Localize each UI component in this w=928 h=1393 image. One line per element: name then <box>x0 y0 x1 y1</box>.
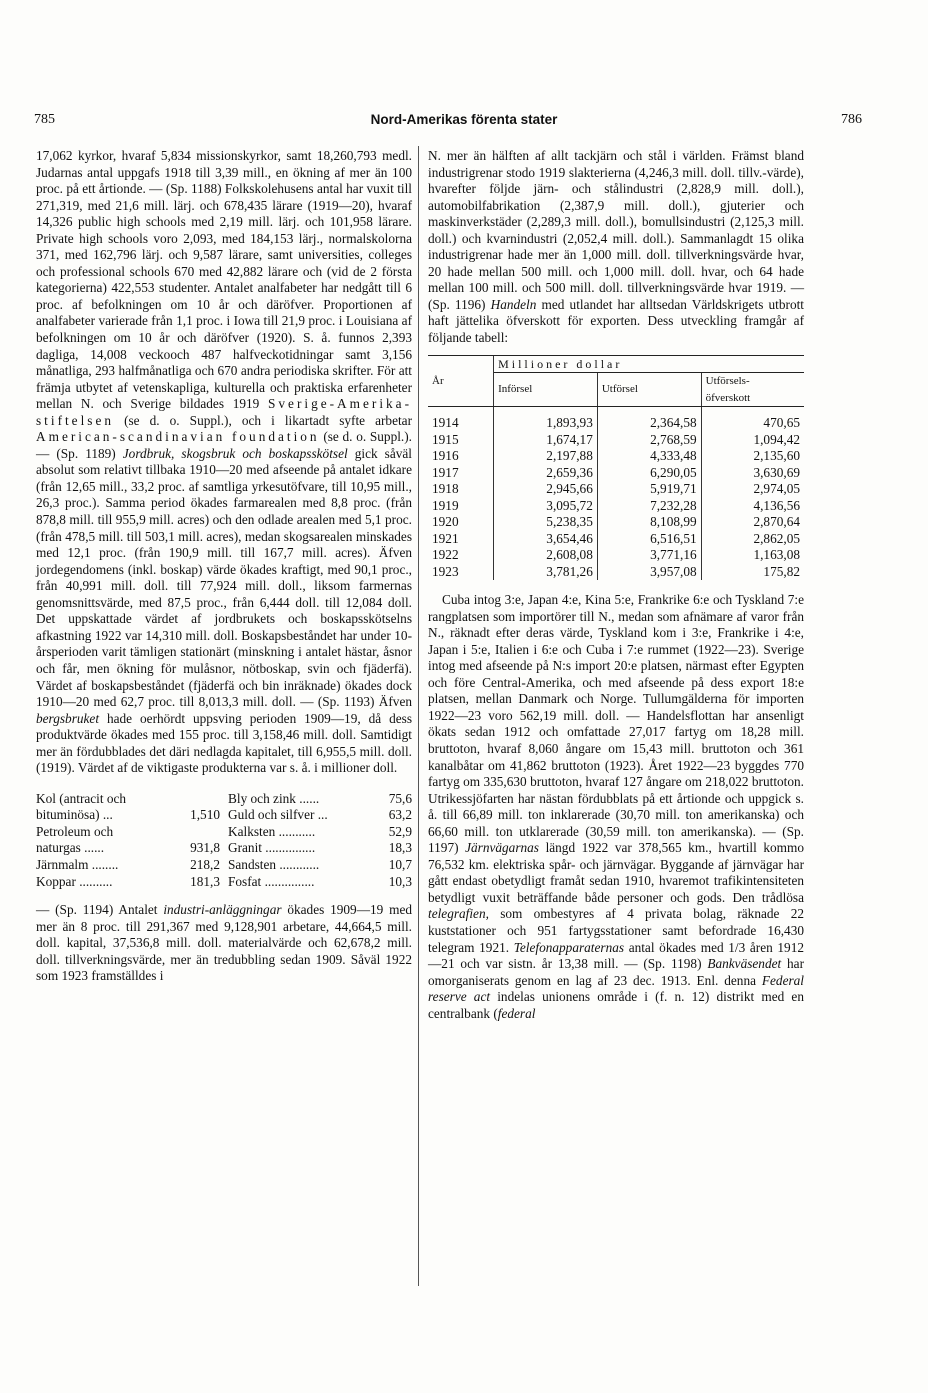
year-header: År <box>428 355 494 407</box>
product-value: 10,3 <box>388 873 412 889</box>
text-run: antal ökades med 1/3 åren 1912—21 och var sistn. år 13,38 mill. — (Sp. 1198) <box>428 939 804 972</box>
product-name: Sandsten ............ <box>228 856 320 872</box>
text-run: (se d. o. Suppl.). — (Sp. 1189) <box>36 429 412 461</box>
import-cell: 3,781,26 <box>494 564 598 581</box>
surplus-cell: 175,82 <box>701 564 804 581</box>
trade-table <box>428 355 804 581</box>
product-name: Järnmalm ........ <box>36 856 119 872</box>
products-column-left <box>36 791 220 890</box>
year-cell: 1921 <box>432 530 459 546</box>
product-row <box>228 857 412 874</box>
year-cell: 1919 <box>432 497 459 513</box>
text-run: Cuba intog 3:e, Japan 4:e, Kina 5:e, Frankrike 6:e och Tyskland 7:e rangplatsen som importörer till N., medan som afnämare af varor från N., räknadt efter deras värde, Tyskland kom i 3:e, Frankrike i 4:e, Japan i 5:e, Italien i 6:e och Cuba i 7:e rummet (1922—23). Sverige intog med afseende på N:s import 20:e platsen, närmast efter Egypten och före Central-Amerika, och med afseende på dess export 18:e platsen, mellan Danmark och Norge. Tullumgälderna för importen 1922—23 voro 562,19 mill. doll. — Handelsflottan har ansenligt ökats sedan 1912 och omfattade 27,017 fartyg om 18,28 mill. bruttoton, hvaraf 8,060 ångare om 15,43 mill. bruttoton och 361 kanalbåtar om 41,862 bruttoton (1923). Året 1922—23 byggdes 770 fartyg om 335,630 bruttoton, hvaraf 127 ångare om 218,022 bruttoton. Utrikessjöfarten har nästan fördubblats på ett årtionde och uppgick s. å. till 66,89 mill. ton inklarerade (30,70 mill. ton amerikanska) och 66,60 mill. ton utklarerade (30,59 mill. ton amerikanska). — (Sp. 1197) <box>428 592 804 856</box>
text-run: med utlandet har alltsedan Världskrigets utbrott haft jättelika öfverskott för exporten. Dess utveckling framgår af följande tabell: <box>428 296 804 346</box>
year-cell: 1920 <box>432 514 459 530</box>
product-name: Fosfat ............... <box>228 873 315 889</box>
text-run: ökades 1909—19 med mer än 8 proc. till 291,367 med 9,128,901 arbetare, 44,664,5 mill. doll. kapital, 37,536,8 mill. doll. materialvärde och 62,678,2 mill. doll. tillverkningsvärde, mer än tredubbling sedan 1909. Såväl 1922 som 1923 framställdes i <box>36 902 413 984</box>
product-value: 931,8 <box>190 840 220 856</box>
product-row <box>36 857 220 874</box>
product-value: 75,6 <box>388 790 412 806</box>
text-run: — (Sp. 1194) Antalet <box>36 902 158 918</box>
surplus-cell: 4,136,56 <box>701 498 804 515</box>
export-cell: 4,333,48 <box>597 448 701 465</box>
products-list <box>36 791 412 890</box>
product-value: 18,3 <box>388 840 412 856</box>
product-value: 52,9 <box>388 823 412 839</box>
product-name: Petroleum och <box>36 823 114 839</box>
product-row <box>228 824 412 841</box>
product-value: 218,2 <box>190 856 220 872</box>
product-value: 1,510 <box>190 807 220 823</box>
italic-term: Federal reserve act <box>428 972 804 1005</box>
product-name: Koppar .......... <box>36 873 113 889</box>
product-row <box>228 874 412 891</box>
export-cell: 6,290,05 <box>597 465 701 482</box>
right-column <box>428 148 804 1022</box>
product-row <box>36 824 220 841</box>
year-cell: 1915 <box>432 431 459 447</box>
import-cell: 3,095,72 <box>494 498 598 515</box>
text-run: (se d. o. Suppl.), och i likartadt syfte arbetar <box>124 412 413 428</box>
italic-term: industri-anläggningar <box>163 902 282 918</box>
running-title: Nord-Amerikas förenta stater <box>370 112 558 127</box>
import-header: Införsel <box>494 373 598 407</box>
text-run: som ombestyres af 4 privata bolag, räknade 22 kuststationer och 951 fartygsstationer samt befordrade 16,430 telegram 1921. <box>428 906 804 955</box>
import-cell: 2,945,66 <box>494 481 598 498</box>
page-number-left: 785 <box>34 112 55 127</box>
page-number-right: 786 <box>841 112 862 127</box>
spaced-term: American-scandinavian foundation <box>36 429 320 445</box>
text-run: 17,062 kyrkor, hvaraf 5,834 missionskyrkor, samt 18,260,793 medl. Judarnas antal uppgafs 1918 till 3,39 mill., en ökning af mer än 100 proc. på ett årtionde. — (Sp. 1188) Folkskolehusens antal har vuxit till 271,319, med 21,6 mill. lärj. och 678,435 lärare (1919—20), hvaraf 14,326 public high schools med 2,19 mill. lärj. och 101,958 lärare. Private high schools voro 2,093, med 184,153 lärj., normalskolorna 371, med 162,796 lärj. och 9,587 lärare, samt universities, colleges och professional schools 670 med 42,882 lärare och (vid de 2 första kategorierna) 422,553 studenter. Antalet analfabeter har nedgått till 6 proc. af befolkningen om 10 år och däröfver. Proportionen af analfabeter varierade från 1,1 proc. i Iowa till 21,9 proc. i Louisiana af befolkningen om 10 år och däröfver (1920). S. å. funnos 2,393 dagliga, 14,008 veckooch 487 halfveckotidningar samt 3,156 månatliga, 293 halfmånatliga och 670 andra periodiska skrifter. För att främja utbytet af vetenskapliga, kulturella och praktiska erfarenheter mellan N. och Sverige bildades 1919 <box>36 148 412 412</box>
import-cell: 1,893,93 <box>494 407 598 432</box>
product-name: bituminösa) ... <box>36 807 113 823</box>
paragraph <box>428 592 804 1022</box>
italic-term: federal <box>497 1005 536 1021</box>
italic-term: Bankväsendet <box>707 956 782 972</box>
product-value: 10,7 <box>388 856 412 872</box>
group-header: Millioner dollar <box>494 355 804 373</box>
text-run: indelas unionens område i (f. n. 12) distrikt med en centralbank ( <box>428 989 804 1021</box>
export-cell: 5,919,71 <box>597 481 701 498</box>
text-run: N. mer än hälften af allt tackjärn och stål i världen. Främst bland industrigrenar stodo 1919 slakterierna (4,246,3 mill. doll. tillv.-värde), hvarefter följde järn- och stålindustri (2,828,9 mill. doll.), automobilfabrikation (2,387,9 mill. doll.), gjuterier och maskinverkstäder (2,289,3 mill. doll.), bomullsindustri (2,125,3 mill. doll.) och kvarnindustri (2,052,4 mill. doll.). Sammanlagdt 15 olika industrigrenar hade mer än 1,000 mill. doll. tillverkningsvärde hvar, 20 hade mellan 500 mill. och 1,000 mill. doll. hvar, och 64 hade mellan 100 mill. och 500 mill. doll. tillverkningsvärde hvar 1919. — (Sp. 1196) <box>428 148 804 312</box>
export-cell: 6,516,51 <box>597 531 701 548</box>
column-divider <box>418 146 419 1286</box>
import-cell: 2,608,08 <box>494 547 598 564</box>
italic-term: Jordbruk, skogsbruk och boskapsskötsel <box>122 445 348 461</box>
year-cell: 1914 <box>432 415 459 431</box>
import-cell: 2,197,88 <box>494 448 598 465</box>
product-row <box>228 791 412 808</box>
product-row <box>228 807 412 824</box>
italic-term: Telefonapparaternas <box>513 939 625 955</box>
product-row <box>228 840 412 857</box>
italic-term: bergsbruket <box>36 710 100 726</box>
text-run: gick såväl absolut som relativt tillbaka 1910—20 med afseende på antalet idkare (från 12,65 mill., 33,2 proc. af samtliga yrkesutöfvare, till 10,95 mill., 26,3 proc.). Samma period ökades farmarealen med 8,8 proc. (från 878,8 mill. till 955,9 mill. acres) och den odlade arealen med 5,1 proc. (från 478,5 mill. till 503,1 mill. acres), medan skogsarealen minskades med 12,1 proc. (från 190,9 mill. till 167,7 mill. acres). Äfven jordegendomens (inkl. boskap) värde ökades kraftigt, med 90,1 proc., från 40,991 mill. doll. till 77,924 mill. doll., liksom farmernas genomsnittsvärde, med 87,5 proc., från 6,444 doll. till 12,084 doll. Det uppskattade värdet af jordbrukets och boskapsskötselns afkastning 1922 var 14,310 mill. doll. Boskapsbeståndet har under 10-årsperioden varit tämligen stationärt (minskning i antalet hästar, åsnor och får, men ökning för mulåsnor, nötboskap, svin och fjäderfä). Värdet af boskapsbeståndet (fjäderfä och bin inräknade) ökades dock 1910—20 med 62,7 proc. till 8,013,3 mill. doll. — (Sp. 1193) Äfven <box>36 445 412 710</box>
product-name: Kalksten ........... <box>228 823 316 839</box>
surplus-cell: 3,630,69 <box>701 465 804 482</box>
export-cell: 2,768,59 <box>597 432 701 449</box>
import-cell: 5,238,35 <box>494 514 598 531</box>
surplus-header-line: Utförsels- <box>705 375 750 388</box>
product-row <box>36 791 220 808</box>
text-run: har omorganiserats genom en lag af 23 dec. 1913. Enl. denna <box>428 956 804 988</box>
product-row <box>36 874 220 891</box>
paragraph <box>36 148 412 777</box>
export-cell: 7,232,28 <box>597 498 701 515</box>
surplus-cell: 1,094,42 <box>701 432 804 449</box>
surplus-header-line: öfverskott <box>705 391 751 404</box>
italic-term: telegrafien, <box>428 906 489 922</box>
text-run: längd 1922 var 378,565 km., hvartill kommo 76,532 km. elektriska spår- och järnvägar. Byggande af järnvägar har gått endast obetydligt framåt sedan 1910, hvaremot trafikintensiteten betydligt vuxit beträffande både personer och gods. Den trådlösa <box>428 840 804 905</box>
export-cell: 3,771,16 <box>597 547 701 564</box>
text-run: hade oerhördt uppsving perioden 1909—19, då dess produktvärde ökades med 155 proc. till 3,158,46 mill. doll. Samtidigt mer än fördubblades det däri nedlagda kapitalet, till 6,955,5 mill. doll. (1919). Värdet af de viktigaste produkterna var s. å. i millioner doll. <box>36 710 412 776</box>
import-cell: 3,654,46 <box>494 531 598 548</box>
surplus-cell: 2,870,64 <box>701 514 804 531</box>
product-name: Bly och zink ...... <box>228 790 320 806</box>
product-name: Granit ............... <box>228 840 316 856</box>
italic-term: Järnvägarnas <box>465 840 539 856</box>
surplus-cell: 2,135,60 <box>701 448 804 465</box>
left-column <box>36 148 412 985</box>
export-cell: 8,108,99 <box>597 514 701 531</box>
paragraph <box>36 902 412 985</box>
paragraph <box>428 148 804 347</box>
export-cell: 2,364,58 <box>597 407 701 432</box>
year-cell: 1922 <box>432 547 459 563</box>
products-column-right <box>228 791 412 890</box>
surplus-cell: 2,862,05 <box>701 531 804 548</box>
export-header: Utförsel <box>597 373 701 407</box>
product-row <box>36 840 220 857</box>
export-cell: 3,957,08 <box>597 564 701 581</box>
product-name: naturgas ...... <box>36 840 105 856</box>
product-value: 181,3 <box>190 873 220 889</box>
surplus-cell: 2,974,05 <box>701 481 804 498</box>
italic-term: Handeln <box>490 296 537 312</box>
surplus-cell: 470,65 <box>701 407 804 432</box>
spaced-term: Sverige-Amerika-stiftelsen <box>36 396 412 428</box>
product-row <box>36 807 220 824</box>
year-cell: 1916 <box>432 448 459 464</box>
product-name: Kol (antracit och <box>36 790 127 806</box>
page-header <box>0 112 928 134</box>
import-cell: 2,659,36 <box>494 465 598 482</box>
surplus-cell: 1,163,08 <box>701 547 804 564</box>
import-cell: 1,674,17 <box>494 432 598 449</box>
product-name: Guld och silfver ... <box>228 807 328 823</box>
product-value: 63,2 <box>388 807 412 823</box>
surplus-header <box>701 373 804 407</box>
year-cell: 1918 <box>432 481 459 497</box>
year-cell: 1917 <box>432 464 459 480</box>
year-cell: 1923 <box>432 563 459 579</box>
